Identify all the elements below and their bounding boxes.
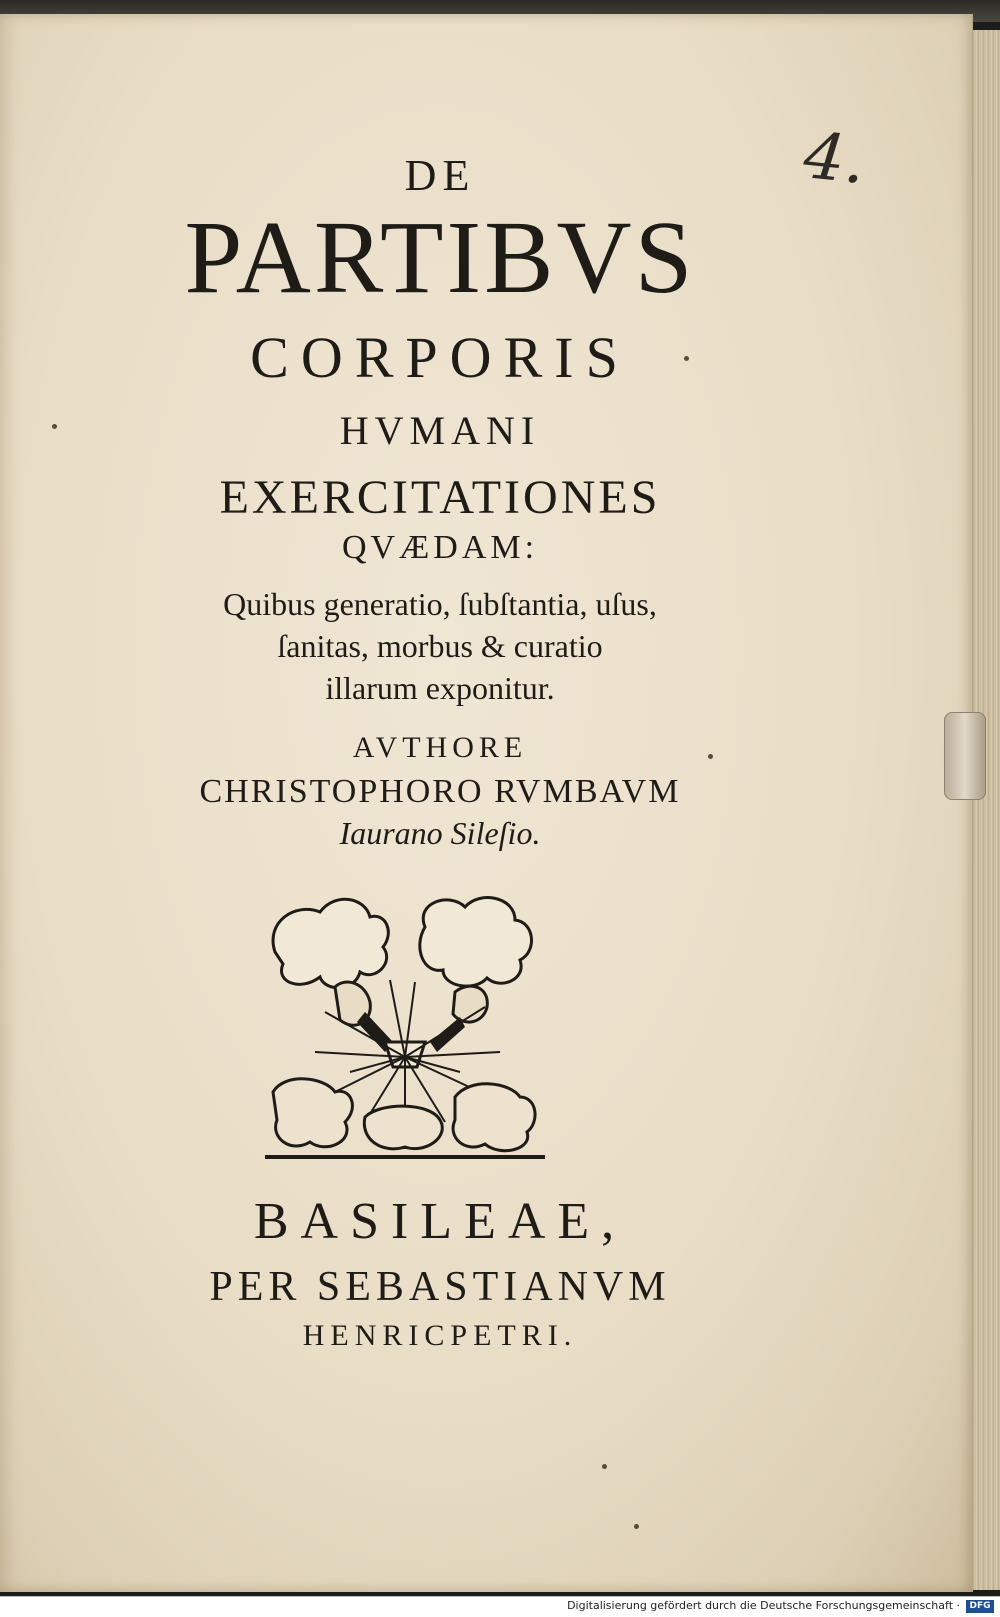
- subtitle-line-1: Quibus generatio, ſubſtantia, uſus,: [223, 586, 657, 622]
- printers-device-woodcut: [265, 892, 545, 1162]
- title-line-exercitationes: EXERCITATIONES: [219, 471, 661, 524]
- dfg-logo-icon: DFG: [966, 1600, 994, 1613]
- author-name: CHRISTOPHORO RVMBAVM: [199, 773, 681, 810]
- imprint-printer: HENRICPETRI.: [302, 1319, 578, 1352]
- title-line-corporis: CORPORIS: [250, 325, 630, 390]
- title-line-quaedam: QVÆDAM:: [341, 529, 539, 566]
- title-block: [60, 144, 820, 852]
- paper-speck: [602, 1464, 607, 1469]
- book-clasp: [944, 712, 986, 800]
- footer-bar: [0, 1596, 1000, 1617]
- footer-funding-text: Digitalisierung gefördert durch die Deutsche Forschungsgemeinschaft ·: [567, 1599, 960, 1612]
- title-line-humani: HVMANI: [339, 408, 541, 453]
- subtitle-line-2: ſanitas, morbus & curatio: [277, 628, 603, 664]
- title-line-partibus: PARTIBVS: [184, 200, 696, 315]
- folio-number: 4.: [800, 119, 869, 199]
- author-origin: Iaurano Sileſio.: [339, 815, 541, 851]
- subtitle-line-3: illarum exponitur.: [325, 670, 555, 706]
- title-page: [0, 14, 973, 1592]
- paper-speck: [52, 424, 57, 429]
- paper-speck: [634, 1524, 639, 1529]
- imprint-block: [60, 1192, 820, 1353]
- author-label: AVTHORE: [352, 731, 528, 764]
- imprint-city: BASILEAE,: [253, 1193, 627, 1250]
- imprint-per-line: PER SEBASTIANVM: [209, 1264, 671, 1310]
- title-line-de: DE: [404, 151, 476, 200]
